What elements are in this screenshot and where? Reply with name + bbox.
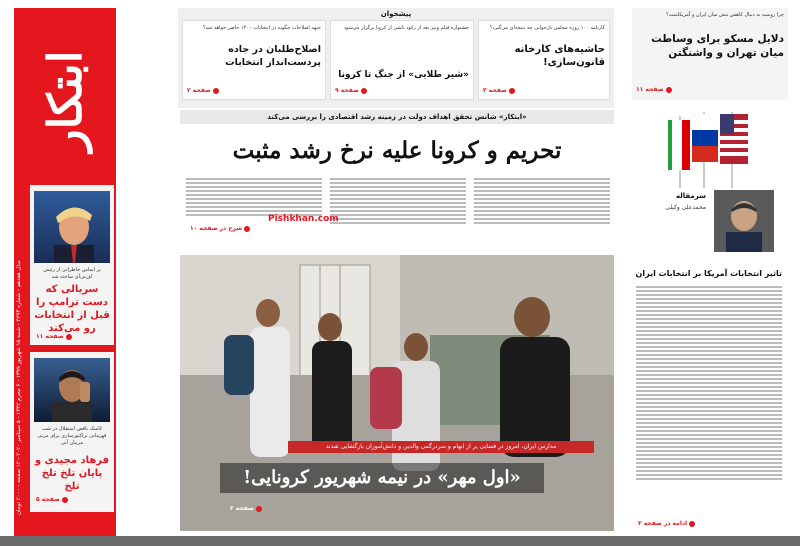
top-right-page[interactable]: صفحه ۱۱: [636, 86, 672, 93]
strip-item-1-kicker: کارنامه ۱۰۰ روزه مجلس بازخوانی چه نتیجه‌ای می‌گیرد؟: [489, 25, 605, 31]
majidi-portrait-icon: [34, 358, 110, 422]
strip-item-3-kicker: جبهه اصلاحات چگونه در انتخابات ۱۴۰۰ حاضر خواهد شد؟: [202, 25, 321, 31]
strip-item-1[interactable]: [478, 20, 610, 100]
bottom-band: [0, 536, 800, 546]
editorial-page[interactable]: ادامه در صفحه ۲: [638, 520, 695, 527]
strip-item-2-page[interactable]: صفحه ۹: [335, 87, 367, 94]
author-portrait-icon: [714, 190, 774, 252]
top-right-story[interactable]: [632, 8, 788, 100]
editorial-body: [636, 284, 782, 482]
editorial-author-photo: [714, 190, 774, 252]
photo-caption-bar: [288, 441, 594, 453]
trump-portrait-icon: [34, 191, 110, 263]
main-body-col-mid: [330, 176, 466, 226]
trump-kicker: بر اساس خاطراتی از رئیس اف‌بی‌آی ساخته شد: [43, 267, 101, 280]
trump-photo: [34, 191, 110, 263]
main-page[interactable]: شرح در صفحه ۱۰: [190, 225, 250, 232]
photo-headline[interactable]: «اول مهر» در نیمه شهریور کرونایی!: [220, 463, 544, 493]
majidi-kicker: کامبک ناقص استقلال در شب قهرمانی تراکتورسازی برای مربی مربیان آبی: [37, 426, 107, 446]
majidi-headline[interactable]: فرهاد مجیدی و پایان تلخ تلخ تلخ: [34, 455, 110, 492]
trump-headline[interactable]: سریالی که دست ترامپ را قبل از انتخابات رو می‌کند: [34, 284, 110, 334]
photo-caption: مدارس ایران، امروز در فضایی پر از ابهام و سردرگمی والدین و دانش‌آموزان بازگشایی شدند: [325, 443, 557, 450]
editorial-headline[interactable]: تاثیر انتخابات آمریکا بر انتخابات ایران: [635, 269, 782, 278]
editorial-author: محمدعلی وکیلی: [665, 204, 706, 211]
school-photo: [180, 255, 614, 531]
strip-item-2-kicker: جشنواره فیلم ونیز بعد از رکود ناشی از کرونا برگزار می‌شود: [343, 25, 469, 31]
majidi-photo: [34, 358, 110, 422]
main-kicker: «ابتکار» شانس تحقق اهداف دولت در زمینه رشد اقتصادی را بررسی می‌کند: [267, 113, 527, 121]
header-strip-label: پیشخوان: [380, 10, 412, 18]
masthead-logo: [14, 12, 116, 192]
strip-item-2-headline[interactable]: «شیر طلایی» از جنگ تا کرونا: [338, 70, 469, 80]
strip-item-2[interactable]: [330, 20, 474, 100]
top-right-kicker: چرا روسیه به دنبال کاهش تنش میان ایران و آمریکاست؟: [666, 12, 784, 18]
watermark: Pishkhan.com: [268, 214, 339, 224]
strip-item-3-headline[interactable]: اصلاح‌طلبان در جاده پردست‌انداز انتخابات: [225, 44, 321, 68]
flags-icon: [632, 104, 788, 192]
main-body-col-left: [186, 176, 322, 218]
majidi-page[interactable]: صفحه ۵: [36, 496, 68, 503]
top-right-headline[interactable]: دلایل مسکو برای وساطت میان تهران و واشنگتن: [651, 33, 784, 59]
editorial-label: سرمقاله: [675, 192, 706, 200]
strip-item-3[interactable]: [182, 20, 326, 100]
flags-box: [632, 104, 788, 192]
strip-item-3-page[interactable]: صفحه ۲: [187, 87, 219, 94]
main-headline[interactable]: تحریم و کرونا علیه نرخ رشد مثبت: [232, 137, 562, 164]
strip-item-1-page[interactable]: صفحه ۳: [483, 87, 515, 94]
main-kicker-bar: [180, 110, 614, 124]
photo-page[interactable]: صفحه ۲: [230, 505, 262, 512]
editorial-box: [632, 190, 788, 266]
majidi-story[interactable]: [30, 352, 114, 512]
main-body-col-right: [474, 176, 610, 226]
trump-page[interactable]: صفحه ۱۱: [36, 333, 72, 340]
issue-info: سال هفدهم - شماره ۴۲۹۳ - شنبه ۱۵ شهریور ۱۳۹۹ - ۶ محرم ۱۴۴۲ - ۵ سپتامبر ۲۰۲۰ - ۱۲ صفحه - ۲۰۰۰ تومان: [16, 260, 22, 515]
strip-item-1-headline[interactable]: حاشیه‌های کارخانه قانون‌سازی!: [514, 44, 605, 68]
trump-story[interactable]: [30, 185, 114, 345]
logo-text: ابتکار: [38, 50, 92, 152]
